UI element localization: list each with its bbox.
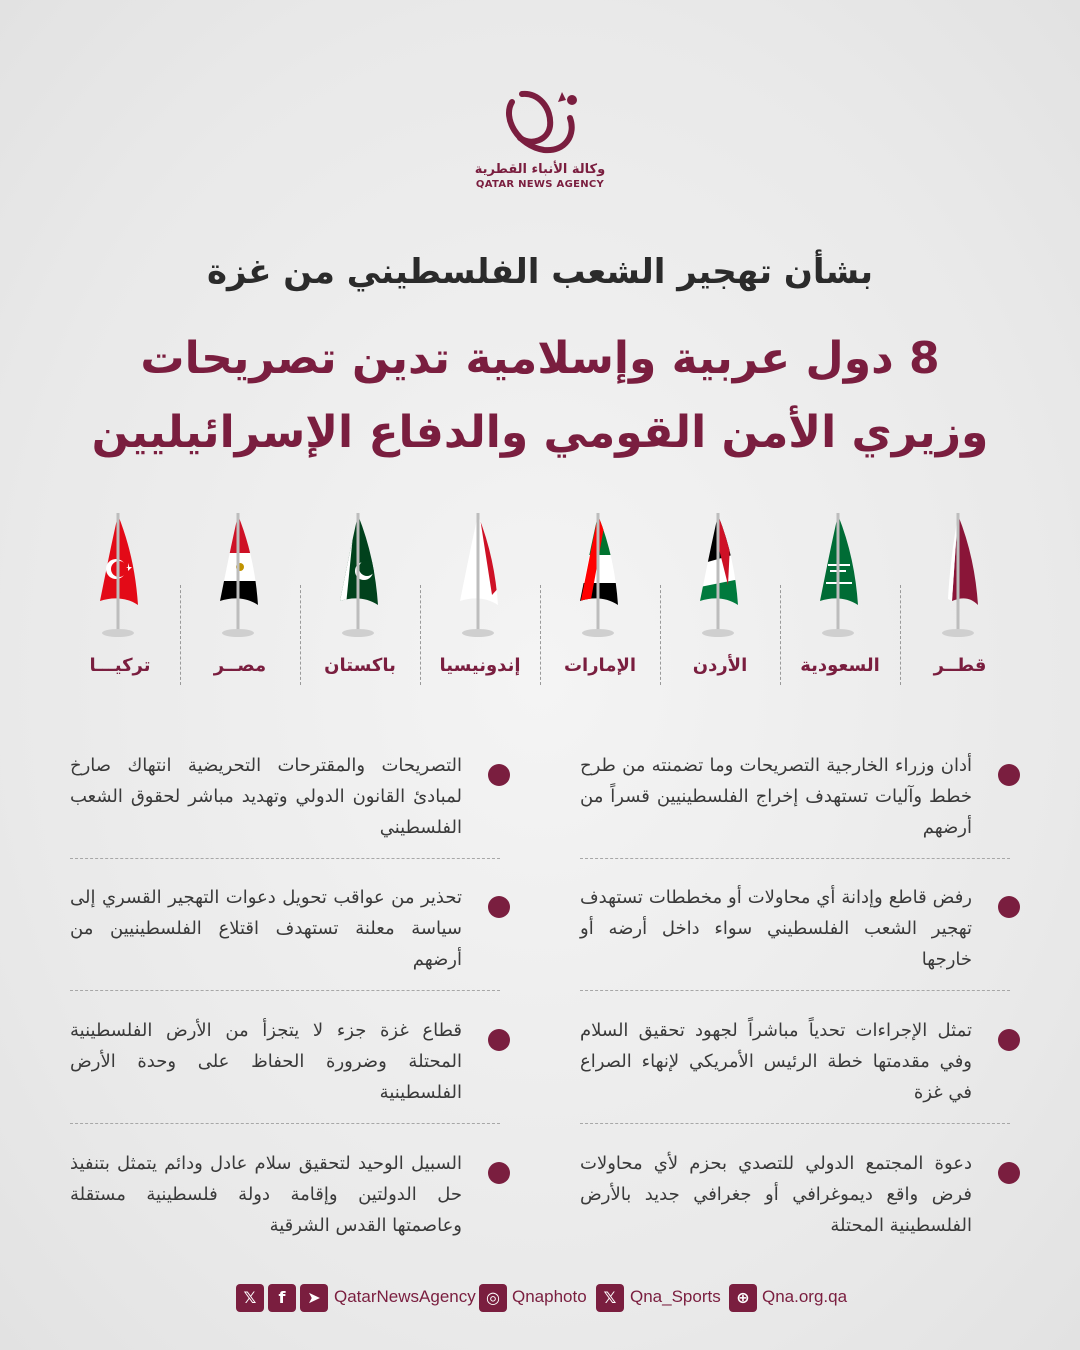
divider: [180, 585, 181, 685]
point-left-1: [70, 750, 510, 843]
point-right-3: [580, 1015, 1020, 1108]
divider: [660, 585, 661, 685]
headline-title-line2: وزيري الأمن القومي والدفاع الإسرائيليين: [91, 407, 989, 458]
country-label-uae: الإمارات: [563, 655, 637, 676]
divider: [300, 585, 301, 685]
bullet-dot-icon: [998, 1162, 1020, 1184]
agency-name-english: QATAR NEWS AGENCY: [475, 179, 605, 190]
countries-row: [60, 505, 1020, 695]
headline-title-line1: 8 دول عربية وإسلامية تدين تصريحات: [140, 333, 940, 384]
country-turkey: [60, 505, 180, 695]
bullet-dot-icon: [488, 1162, 510, 1184]
bullet-dot-icon: [998, 1029, 1020, 1051]
social-footer: [0, 1284, 1080, 1318]
divider: [70, 1123, 500, 1124]
agency-name-arabic: وكالة الأنباء القطرية: [474, 162, 606, 177]
facebook-icon[interactable]: f: [268, 1284, 296, 1312]
divider: [580, 990, 1010, 991]
country-qatar: [900, 505, 1020, 695]
website-link[interactable]: Qna.org.qa: [762, 1287, 848, 1306]
divider: [70, 858, 500, 859]
instagram-icon[interactable]: ◎: [479, 1284, 507, 1312]
country-label-saudi: السعودية: [800, 655, 880, 676]
point-text: أدان وزراء الخارجية التصريحات وما تضمنته من طرح خطط وآليات تستهدف إخراج الفلسطينيين قسراً من أرضهم: [580, 755, 972, 838]
bullet-dot-icon: [488, 896, 510, 918]
country-uae: [540, 505, 660, 695]
uae-flag-icon: [570, 505, 630, 640]
divider: [580, 1123, 1010, 1124]
photo-handle-link[interactable]: Qnaphoto: [512, 1287, 587, 1306]
bullet-dot-icon: [998, 764, 1020, 786]
headline-title: [0, 322, 1080, 470]
globe-icon[interactable]: ⊕: [729, 1284, 757, 1312]
bullet-dot-icon: [998, 896, 1020, 918]
point-text: التصريحات والمقترحات التحريضية انتهاك صارخ لمبادئ القانون الدولي وتهديد مباشر لحقوق الشعب الفلسطيني: [70, 755, 462, 838]
country-label-jordan: الأردن: [692, 655, 748, 676]
statement-points: [60, 740, 1020, 1250]
divider: [900, 585, 901, 685]
jordan-flag-icon: [690, 505, 750, 640]
x-icon[interactable]: 𝕏: [596, 1284, 624, 1312]
country-saudi: [780, 505, 900, 695]
egypt-flag-icon: [210, 505, 270, 640]
point-text: قطاع غزة جزء لا يتجزأ من الأرض الفلسطينية المحتلة وضرورة الحفاظ على وحدة الأرض الفلسطينية: [70, 1020, 462, 1103]
x-icon[interactable]: 𝕏: [236, 1284, 264, 1312]
divider: [540, 585, 541, 685]
point-left-3: [70, 1015, 510, 1108]
point-right-4: [580, 1148, 1020, 1241]
qatar-flag-icon: [930, 505, 990, 640]
point-right-2: [580, 882, 1020, 975]
country-label-indonesia: إندونيسيا: [439, 655, 521, 676]
country-jordan: [660, 505, 780, 695]
point-text: السبيل الوحيد لتحقيق سلام عادل ودائم يتمثل بتنفيذ حل الدولتين وإقامة دولة فلسطينية مستقلة وعاصمتها القدس الشرقية: [70, 1153, 462, 1236]
indonesia-flag-icon: [450, 505, 510, 640]
point-text: دعوة المجتمع الدولي للتصدي بحزم لأي محاولات فرض واقع ديموغرافي أو جغرافي جديد بالأرض الفلسطينية المحتلة: [580, 1153, 972, 1236]
divider: [580, 858, 1010, 859]
point-text: تمثل الإجراءات تحدياً مباشراً لجهود تحقيق السلام وفي مقدمتها خطة الرئيس الأمريكي لإنهاء الصراع في غزة: [580, 1020, 972, 1103]
qna-logo: [470, 88, 610, 208]
country-label-egypt: مصــر: [213, 655, 267, 676]
point-text: تحذير من عواقب تحويل دعوات التهجير القسري إلى سياسة معلنة تستهدف اقتلاع الفلسطينيين من أرضهم: [70, 887, 462, 970]
bullet-dot-icon: [488, 764, 510, 786]
pakistan-flag-icon: [330, 505, 390, 640]
telegram-icon[interactable]: ➤: [300, 1284, 328, 1312]
point-right-1: [580, 750, 1020, 843]
country-label-pakistan: باكستان: [324, 655, 396, 676]
sports-handle-link[interactable]: Qna_Sports: [630, 1287, 721, 1306]
turkey-flag-icon: [90, 505, 150, 640]
qna-logo-icon: [492, 88, 588, 160]
country-egypt: [180, 505, 300, 695]
saudi-flag-icon: [810, 505, 870, 640]
country-indonesia: [420, 505, 540, 695]
bullet-dot-icon: [488, 1029, 510, 1051]
country-label-turkey: تركيـــا: [89, 655, 151, 676]
divider: [420, 585, 421, 685]
country-pakistan: [300, 505, 420, 695]
point-left-4: [70, 1148, 510, 1241]
point-left-2: [70, 882, 510, 975]
main-handle-link[interactable]: QatarNewsAgency: [334, 1287, 476, 1306]
country-label-qatar: قطــر: [933, 655, 987, 676]
point-text: رفض قاطع وإدانة أي محاولات أو مخططات تستهدف تهجير الشعب الفلسطيني سواء داخل أرضه أو خارجها: [580, 887, 972, 970]
divider: [70, 990, 500, 991]
divider: [780, 585, 781, 685]
headline-subtitle: بشأن تهجير الشعب الفلسطيني من غزة: [206, 252, 874, 292]
